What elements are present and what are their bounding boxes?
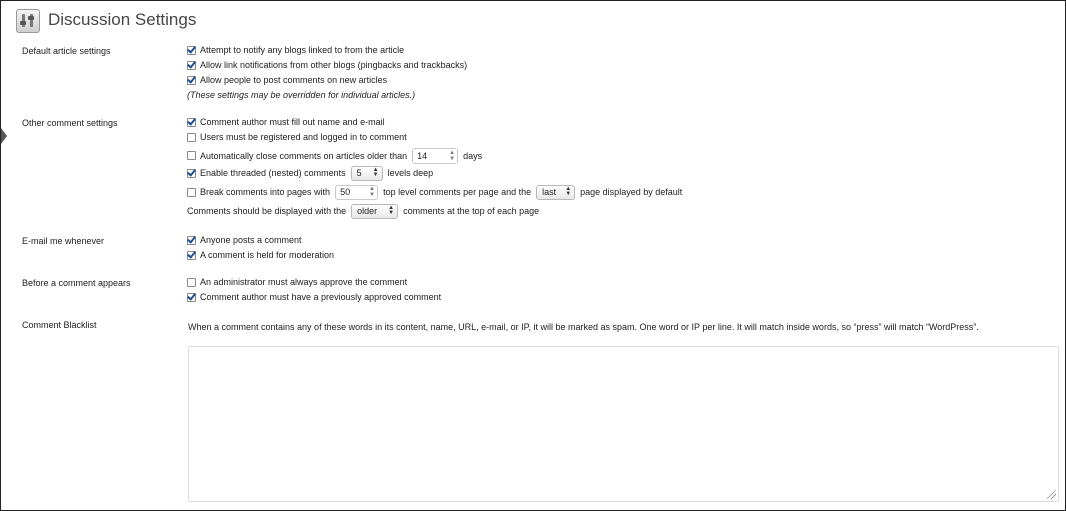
email-me-label: E-mail me whenever	[22, 236, 105, 246]
pingbacks-label: Allow link notifications from other blogs (pingbacks and trackbacks)	[200, 60, 468, 70]
close-days-value: 14	[417, 150, 428, 161]
resize-grip-icon[interactable]	[1047, 490, 1056, 499]
admin-approve-label: An administrator must always approve the comment	[200, 277, 408, 287]
paging-middle-label: top level comments per page and the	[383, 187, 532, 197]
blacklist-textarea[interactable]	[188, 346, 1059, 502]
page-default-label: page displayed by default	[580, 187, 683, 197]
registered-label: Users must be registered and logged in to comment	[200, 132, 407, 142]
admin-approve-option[interactable]	[187, 275, 407, 289]
threaded-option[interactable]	[187, 165, 433, 181]
notify-blogs-option[interactable]	[187, 43, 404, 57]
auto-close-label: Automatically close comments on articles older than	[200, 150, 408, 161]
thread-depth-value: 5	[356, 168, 362, 178]
default-page-value: last	[542, 187, 557, 197]
comments-per-page-input[interactable]	[335, 185, 378, 200]
held-moderation-checkbox[interactable]	[187, 251, 196, 260]
pingbacks-option[interactable]	[187, 58, 467, 72]
before-comment-label: Before a comment appears	[22, 278, 131, 288]
paging-checkbox[interactable]	[187, 188, 196, 197]
paging-option[interactable]	[187, 184, 682, 200]
comments-per-page-value: 50	[340, 187, 351, 197]
allow-comments-option[interactable]	[187, 73, 387, 87]
allow-comments-checkbox[interactable]	[187, 76, 196, 85]
thread-depth-select[interactable]	[351, 166, 383, 181]
held-moderation-option[interactable]	[187, 248, 334, 262]
comment-blacklist-label: Comment Blacklist	[22, 320, 97, 330]
anyone-posts-checkbox[interactable]	[187, 236, 196, 245]
select-arrows-icon: ▲ ▼	[372, 167, 379, 178]
days-label: days	[463, 150, 483, 161]
comment-order-value: older	[357, 206, 378, 216]
comment-order-suffix: comments at the top of each page	[403, 206, 540, 216]
name-email-label: Comment author must fill out name and e-mail	[200, 117, 385, 127]
select-arrows-icon: ▲ ▼	[565, 186, 572, 197]
pingbacks-checkbox[interactable]	[187, 61, 196, 70]
spinner-icon[interactable]: ▲ ▼	[369, 186, 376, 198]
collapse-arrow-icon[interactable]	[1, 128, 7, 144]
admin-approve-checkbox[interactable]	[187, 278, 196, 287]
comment-order-select[interactable]	[351, 204, 398, 219]
threaded-label: Enable threaded (nested) comments	[200, 168, 346, 178]
comment-order-label: Comments should be displayed with the	[187, 206, 347, 216]
previously-approved-option[interactable]	[187, 290, 441, 304]
paging-label: Break comments into pages with	[200, 187, 331, 197]
spinner-icon[interactable]: ▲ ▼	[449, 149, 456, 162]
previously-approved-label: Comment author must have a previously approved comment	[200, 292, 442, 302]
default-page-select[interactable]	[536, 185, 575, 200]
blacklist-description: When a comment contains any of these words in its content, name, URL, e-mail, or IP, it will be marked as spam. One word or IP per line. It will match inside words, so “press” will match “WordPress”.	[188, 322, 979, 332]
comment-order-option	[187, 203, 539, 219]
levels-deep-label: levels deep	[387, 168, 434, 178]
threaded-checkbox[interactable]	[187, 169, 196, 178]
anyone-posts-option[interactable]	[187, 233, 302, 247]
page-title: Discussion Settings	[48, 10, 197, 29]
override-note: (These settings may be overridden for individual articles.)	[187, 90, 416, 100]
auto-close-checkbox[interactable]	[187, 151, 196, 160]
close-days-input[interactable]	[412, 148, 458, 164]
notify-blogs-checkbox[interactable]	[187, 46, 196, 55]
name-email-checkbox[interactable]	[187, 118, 196, 127]
select-arrows-icon: ▲ ▼	[388, 205, 395, 216]
auto-close-option[interactable]	[187, 147, 482, 164]
registered-option[interactable]	[187, 130, 407, 144]
default-article-settings-label: Default article settings	[22, 46, 111, 56]
allow-comments-label: Allow people to post comments on new articles	[200, 75, 388, 85]
anyone-posts-label: Anyone posts a comment	[200, 235, 302, 245]
previously-approved-checkbox[interactable]	[187, 293, 196, 302]
other-comment-settings-label: Other comment settings	[22, 118, 118, 128]
notify-blogs-label: Attempt to notify any blogs linked to from the article	[200, 45, 405, 55]
held-moderation-label: A comment is held for moderation	[200, 250, 335, 260]
name-email-option[interactable]	[187, 115, 385, 129]
registered-checkbox[interactable]	[187, 133, 196, 142]
settings-sliders-icon	[16, 9, 40, 33]
